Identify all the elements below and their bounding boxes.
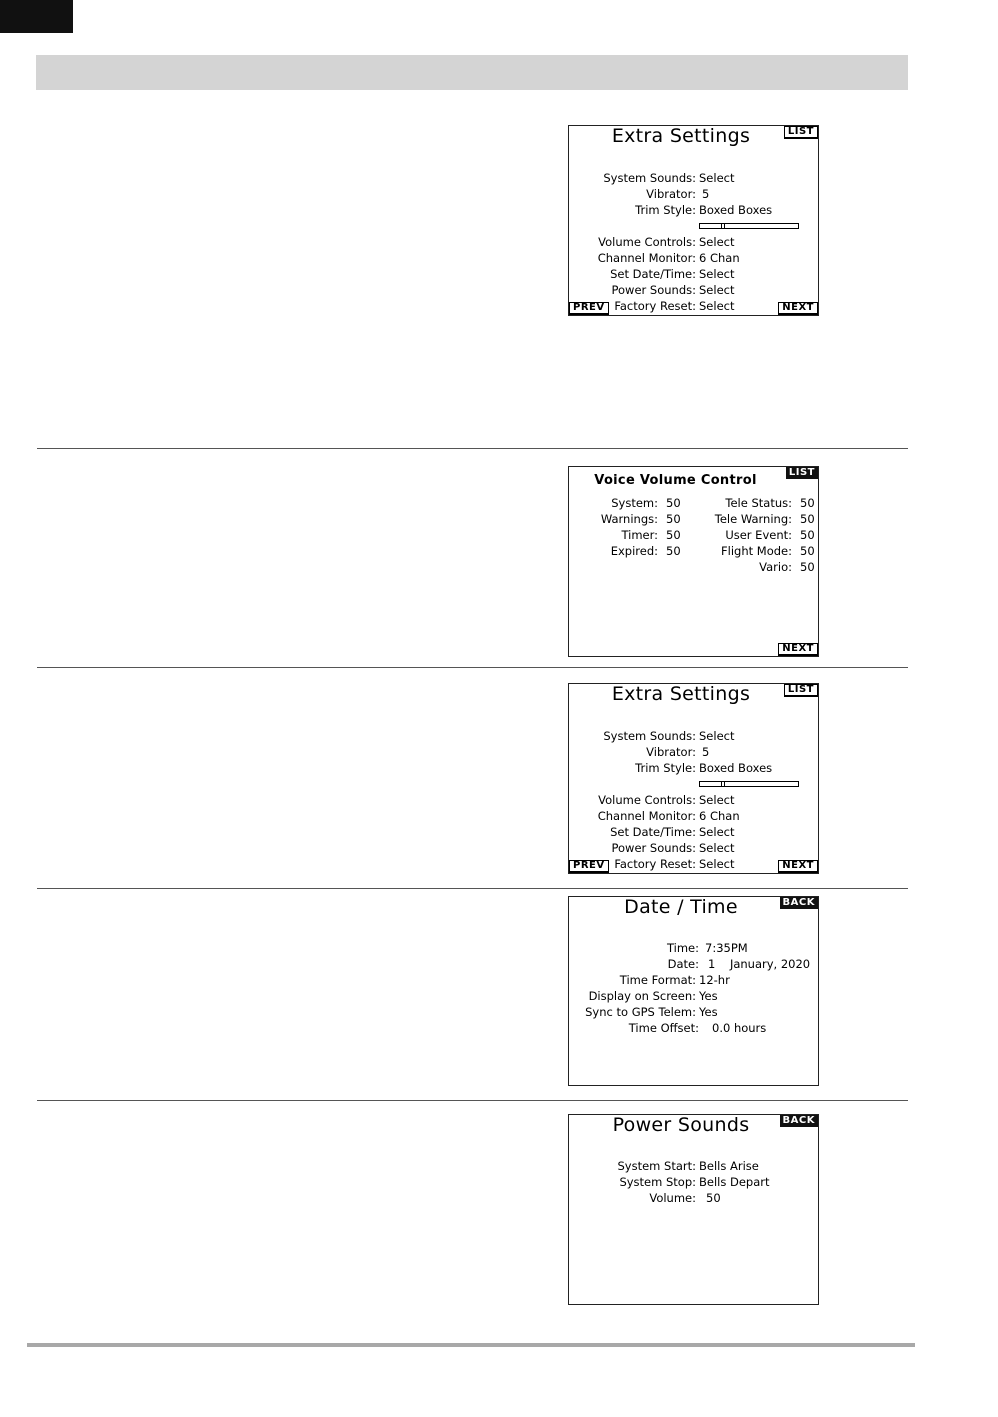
screen-title: Voice Volume Control [594,473,757,488]
next-button[interactable]: NEXT [778,302,818,315]
screen-title: Date / Time [624,896,738,918]
list-button[interactable]: LIST [784,684,818,697]
screen-title: Power Sounds [612,1114,750,1136]
prev-button[interactable]: PREV [569,302,609,315]
screen-title: Extra Settings [611,125,751,147]
back-button[interactable]: BACK [780,897,818,909]
list-button[interactable]: LIST [784,126,818,139]
extra-settings-screen-2: Extra Settings LIST PREV NEXT System Sounds: Select Vibrator: 5 Trim Style: Boxed Boxes Volume Controls: Select Channel Monitor: 6 Chan Set Date/Time: Select Power Sounds: Select Factory Reset: Select [568,683,819,874]
date-time-screen: Date / Time BACK Time: 7:35PM Date: 1 January, 2020 Time Format: 12-hr Display on Screen: Yes Sync to GPS Telem: Yes Time Offset: 0.0 hours [568,896,819,1086]
list-button[interactable]: LIST [786,467,818,479]
trim-style-slider[interactable] [699,223,799,229]
divider [37,1100,908,1101]
slider-knob[interactable] [721,781,725,787]
voice-volume-control-screen: Voice Volume Control LIST NEXT System: 50 Warnings: 50 Timer: 50 Expired: 50 Tele Status: 50 Tele Warning: 50 User Event: 50 Flight Mode: 50 Vario: 50 [568,466,819,657]
slider-knob[interactable] [721,223,725,229]
footer-line [27,1343,915,1347]
next-button[interactable]: NEXT [778,643,818,656]
power-sounds-screen: Power Sounds BACK System Start: Bells Arise System Stop: Bells Depart Volume: 50 [568,1114,819,1305]
screen-title: Extra Settings [611,683,751,705]
divider [37,667,908,668]
divider [37,888,908,889]
next-button[interactable]: NEXT [778,860,818,873]
trim-style-slider[interactable] [699,781,799,787]
section-header-bar [36,55,908,90]
extra-settings-screen-1: Extra Settings LIST PREV NEXT System Sounds: Select Vibrator: 5 Trim Style: Boxed Boxes Volume Controls: Select Channel Monitor: 6 Chan Set Date/Time: Select Power Sounds: Select Factory Reset: Select [568,125,819,316]
divider [37,448,908,449]
back-button[interactable]: BACK [780,1115,818,1127]
page-corner-tab [0,0,73,33]
prev-button[interactable]: PREV [569,860,609,873]
